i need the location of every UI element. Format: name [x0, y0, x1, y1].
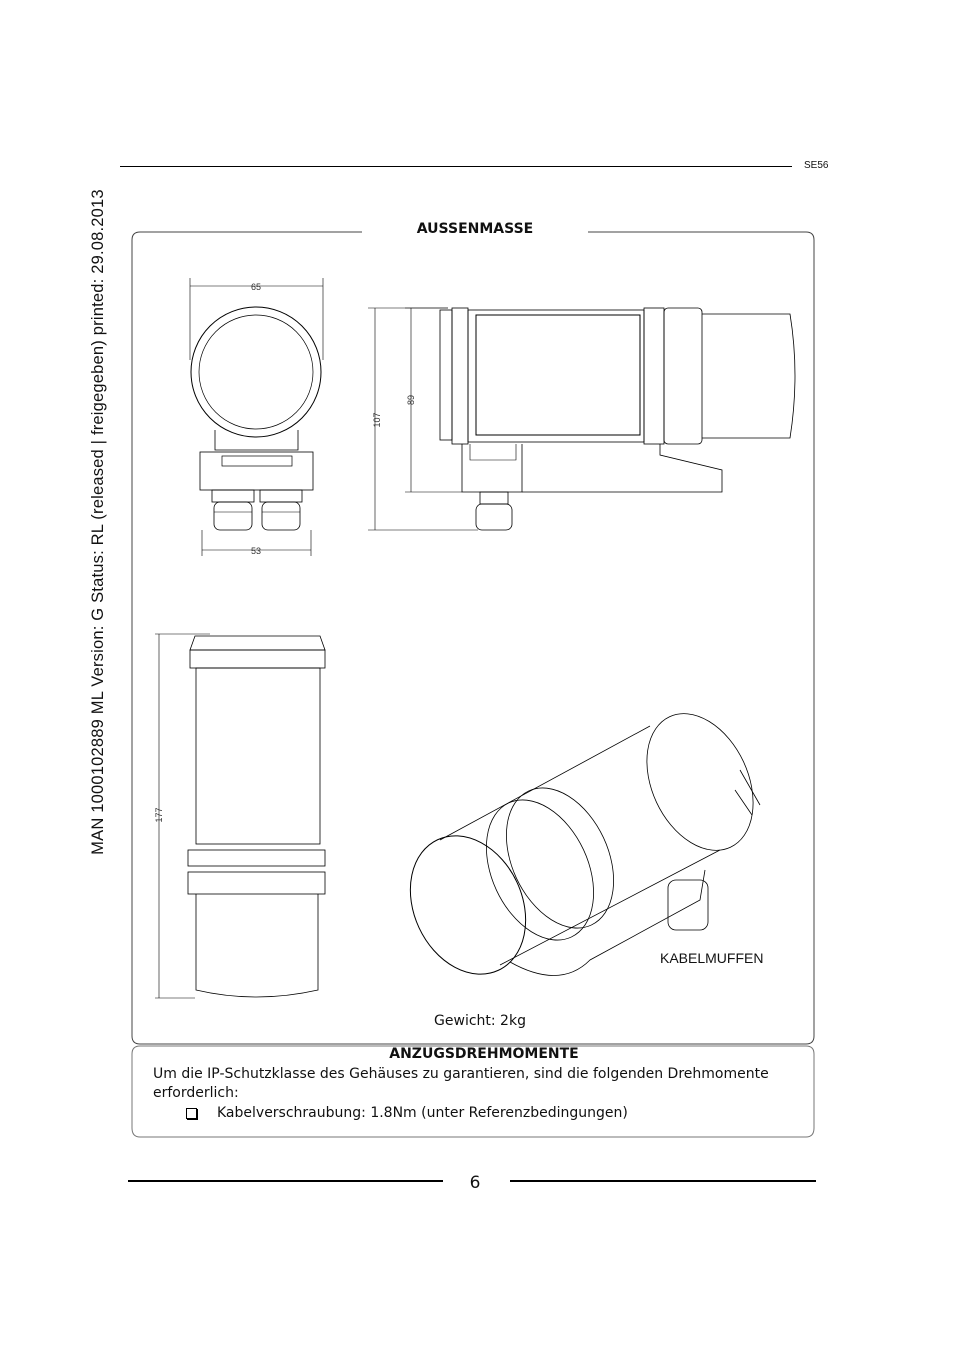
section-title-torque: ANZUGSDREHMOMENTE	[389, 1046, 579, 1062]
top-view-drawing	[155, 634, 325, 998]
svg-text:53: 53	[250, 546, 262, 556]
isometric-view-drawing	[389, 696, 774, 993]
page-number: 6	[469, 1173, 481, 1193]
weight-label: Gewicht: 2kg	[434, 1013, 526, 1029]
svg-text:107: 107	[372, 412, 382, 428]
svg-text:89: 89	[406, 394, 416, 406]
side-view-drawing	[368, 308, 795, 530]
section-title-dimensions: AUSSENMASSE	[416, 221, 534, 237]
footer-rule-right	[510, 1180, 816, 1182]
torque-bullet-text: Kabelverschraubung: 1.8Nm (unter Referenzbedingungen)	[217, 1105, 628, 1121]
svg-text:177: 177	[154, 807, 164, 823]
cable-gland-label: KABELMUFFEN	[660, 950, 764, 966]
svg-text:65: 65	[250, 282, 262, 292]
torque-bullet-item	[186, 1105, 628, 1121]
checkbox-bullet-icon	[186, 1108, 197, 1119]
document-code: SE56	[804, 160, 829, 171]
front-view-drawing	[190, 278, 323, 556]
footer-rule-left	[128, 1180, 443, 1182]
document-status-label: MAN 1000102889 ML Version: G Status: RL (released | freigegeben) printed: 29.08.2013	[89, 189, 107, 855]
torque-description: Um die IP-Schutzklasse des Gehäuses zu garantieren, sind die folgenden Drehmomente erforderlich:	[153, 1066, 769, 1101]
